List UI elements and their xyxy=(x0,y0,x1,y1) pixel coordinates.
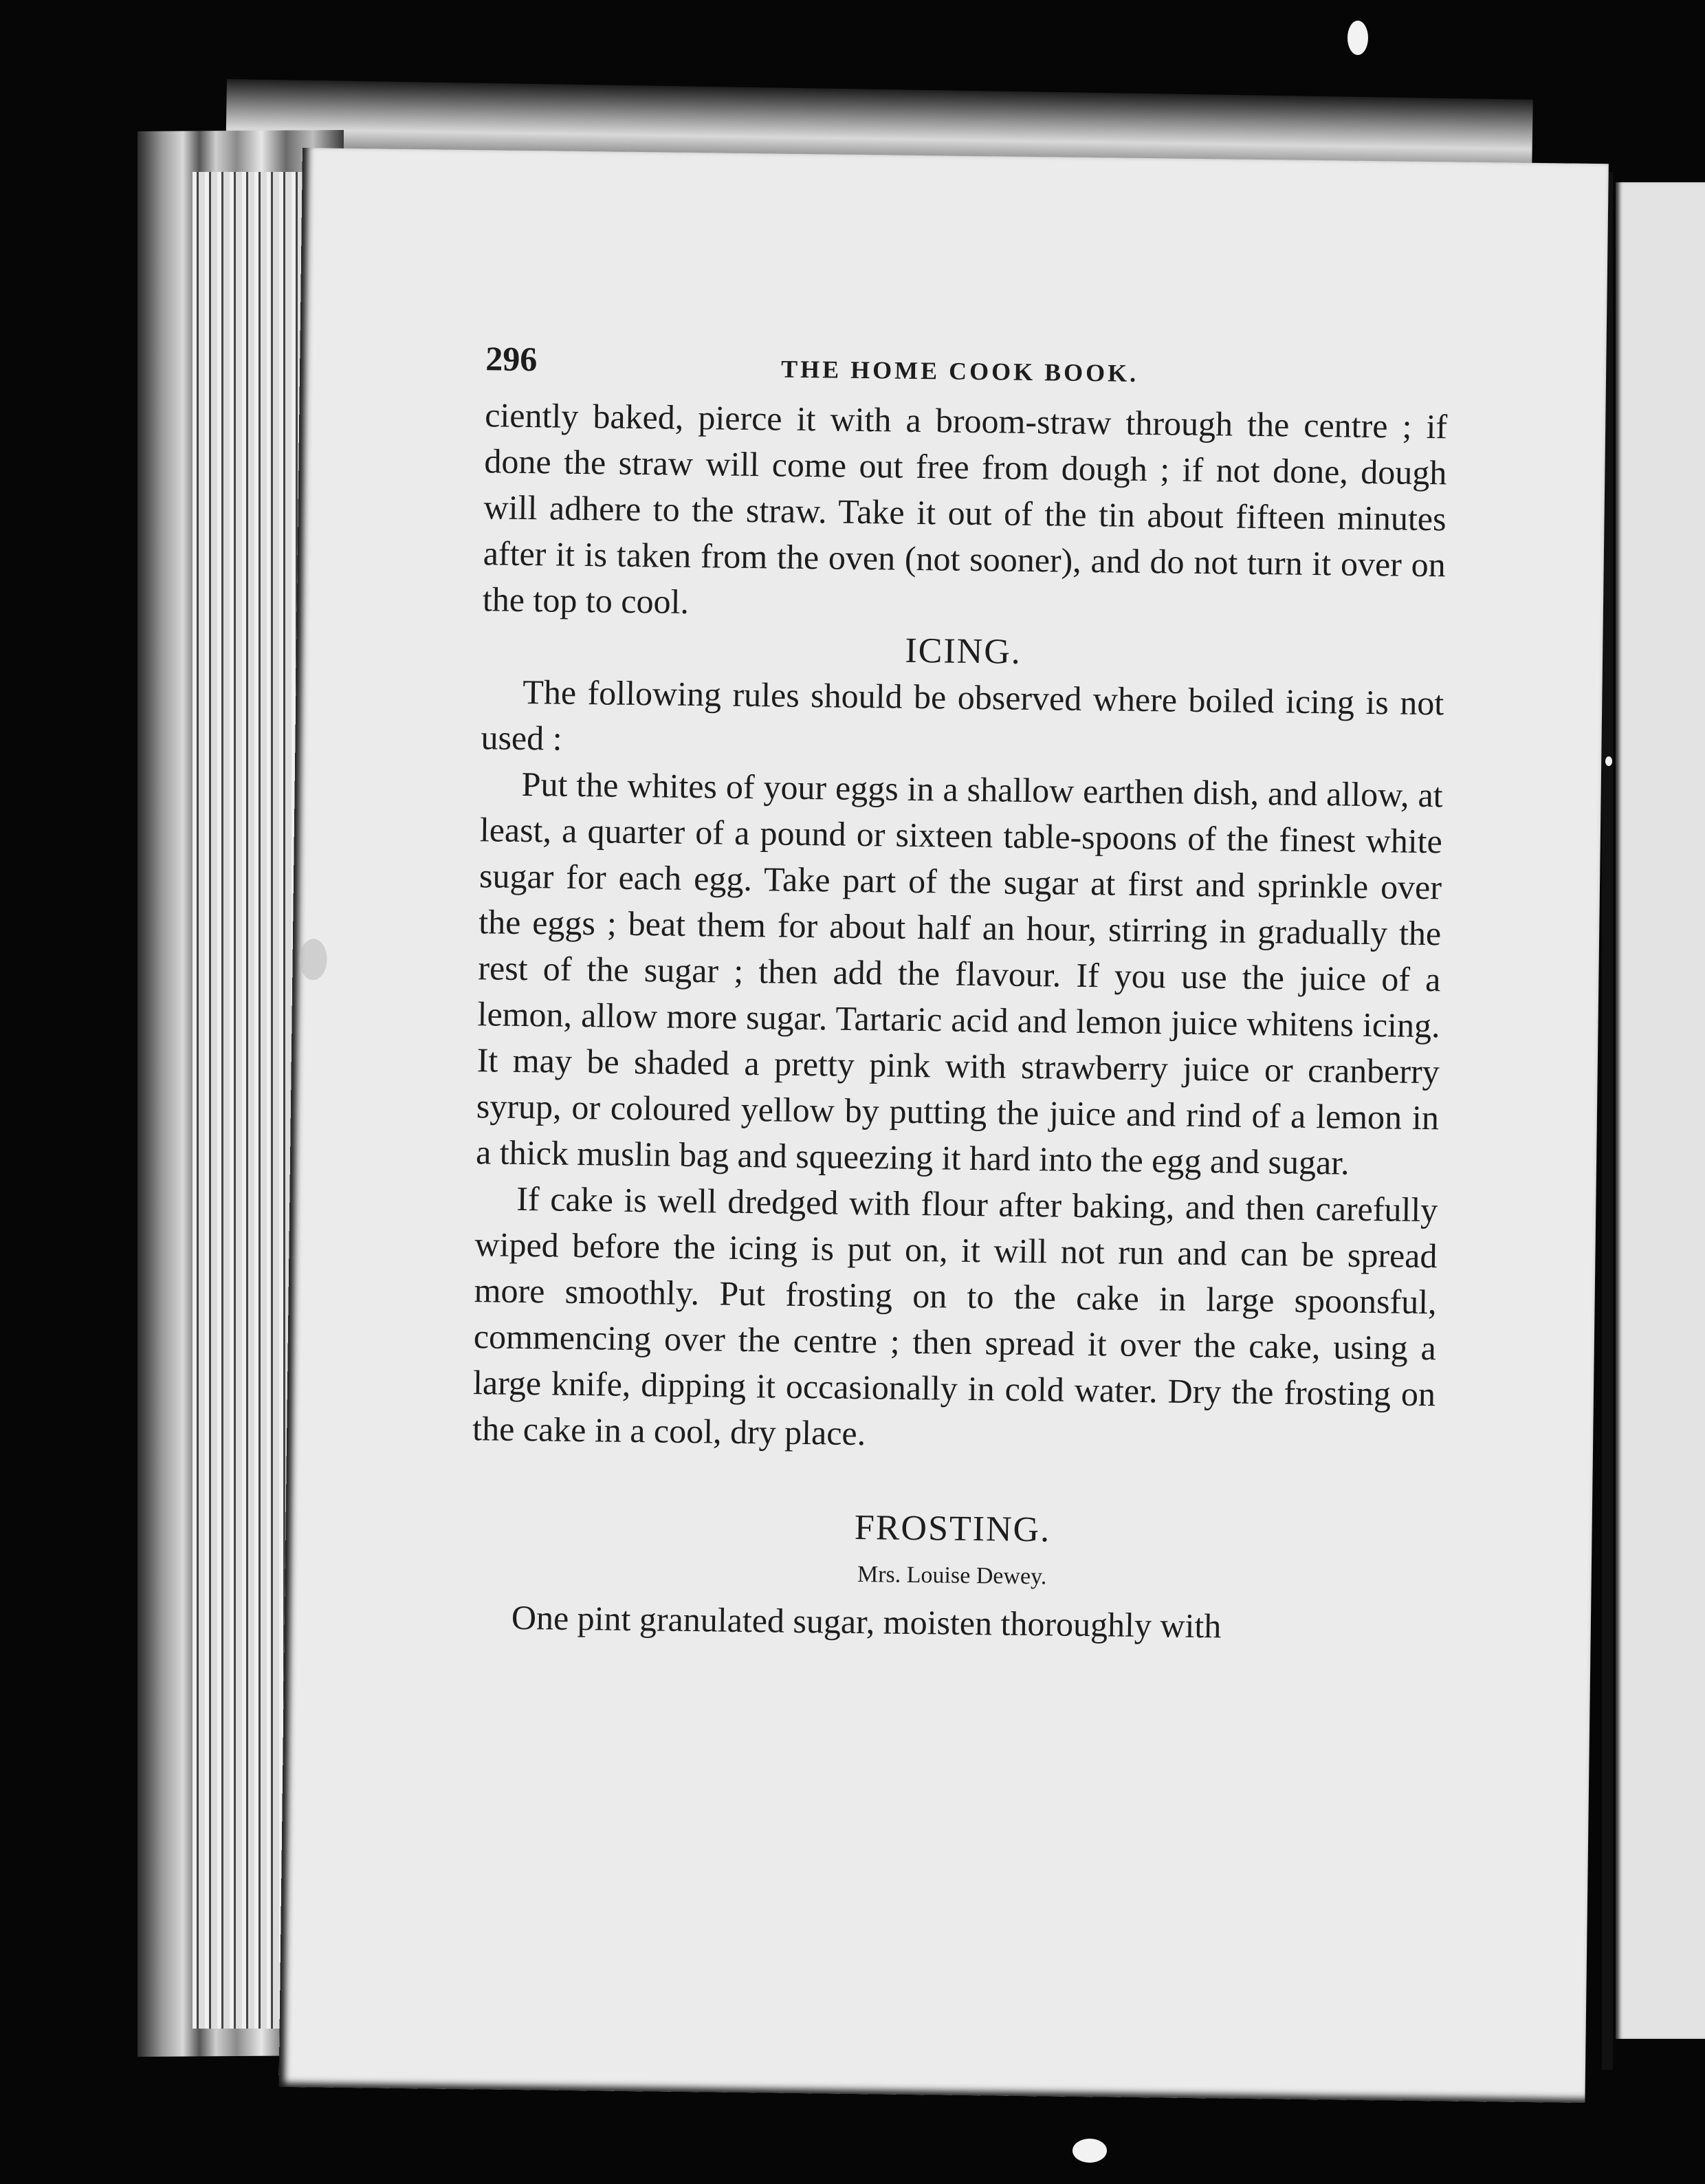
section-heading-frosting: FROSTING. xyxy=(854,1507,1051,1550)
page-text xyxy=(470,336,1449,1652)
recipe-author: Mrs. Louise Dewey. xyxy=(857,1562,1047,1590)
facing-page-edge xyxy=(1616,182,1705,2039)
scan-speck xyxy=(1348,21,1368,55)
scan-speck xyxy=(1605,756,1612,766)
running-head: THE HOME COOK BOOK. xyxy=(780,355,1139,387)
paragraph-icing-method: Put the whites of your eggs in a shallow earthen dish, and allow, at least, a quarter of a pound or sixteen table-spoons of the finest white sugar for each egg. Take part of the sugar at first and sprinkle over the eggs ; beat them for about half an hour, stirring in gradually the rest of the sugar ; then add the flavour. If you use the juice of a lemon, allow more sugar. Tartaric acid and lemon juice whitens icing. It may be shaded a pretty pink with strawberry juice or cranberry syrup, or coloured yellow by putting the juice and rind of a lemon in a thick muslin bag and squeezing it hard into the egg and sugar. xyxy=(475,764,1443,1182)
paragraph-icing-application: If cake is well dredged with flour after baking, and then carefully wiped before the icing is put on, it will not run and can be spread more smoothly. Put frosting on to the cake in large spoonsful, commencing over the centre ; then spread it over the cake, using a large knife, dipping it occasionally in cold water. Dry the frosting on the cake in a cool, dry place. xyxy=(472,1179,1438,1453)
page-smudge xyxy=(299,939,327,980)
paragraph-icing-rules: The following rules should be observed where boiled icing is not used : xyxy=(481,672,1444,758)
paragraph-baking-test: ciently baked, pierce it with a broom-straw through the centre ; if done the straw will come out free from dough ; if not done, dough will adhere to the straw. Take it out of the tin about fifteen minutes after it is taken from the oven (not sooner), and do not turn it over on the top to cool. xyxy=(482,395,1448,621)
book-page xyxy=(279,148,1609,2103)
page-header xyxy=(485,336,1449,402)
scan-speck xyxy=(1072,2139,1107,2163)
paragraph-frosting-recipe: One pint granulated sugar, moisten thoroughly with xyxy=(511,1597,1222,1646)
page-number: 296 xyxy=(485,339,538,379)
section-heading-icing: ICING. xyxy=(905,631,1022,672)
